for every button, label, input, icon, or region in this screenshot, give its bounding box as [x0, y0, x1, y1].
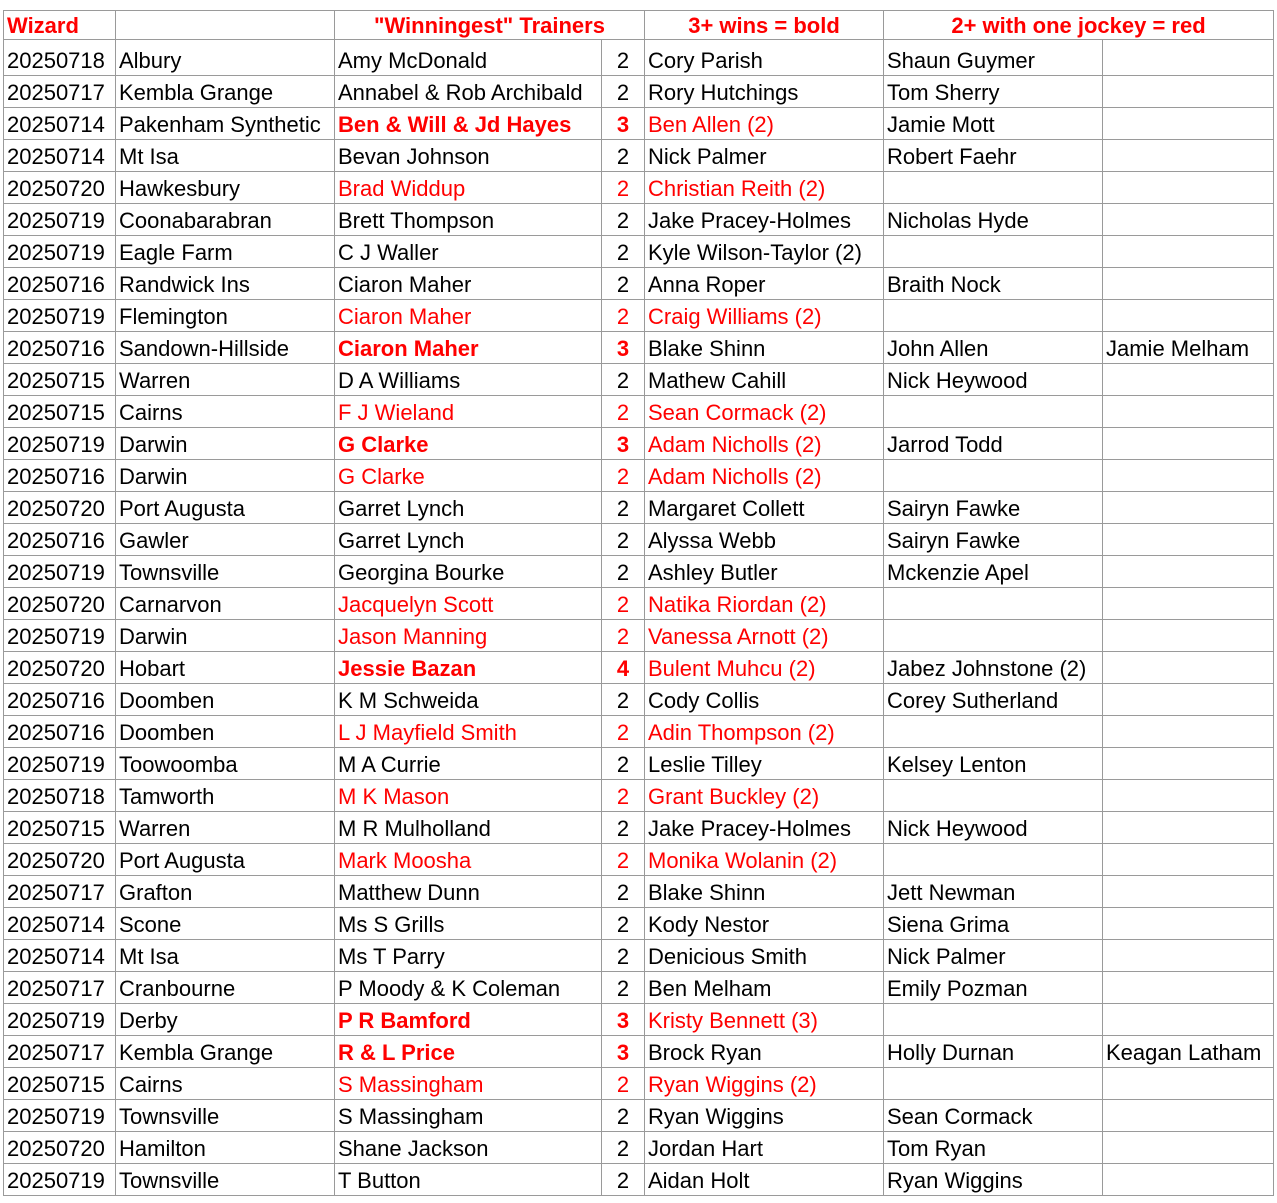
jockey-2-cell[interactable] — [884, 396, 1103, 428]
jockey-1-cell[interactable]: Kody Nestor — [645, 908, 884, 940]
date-cell[interactable]: 20250717 — [4, 876, 116, 908]
track-cell[interactable]: Albury — [116, 40, 335, 76]
date-cell[interactable]: 20250714 — [4, 940, 116, 972]
table-row — [4, 364, 1274, 396]
table-row — [4, 844, 1274, 876]
trainer-cell[interactable]: G Clarke — [335, 428, 602, 460]
table-row — [4, 236, 1274, 268]
jockey-1-cell[interactable]: Anna Roper — [645, 268, 884, 300]
date-cell[interactable]: 20250715 — [4, 812, 116, 844]
jockey-1-cell[interactable]: Nick Palmer — [645, 140, 884, 172]
trainer-cell[interactable]: Amy McDonald — [335, 40, 602, 76]
date-cell[interactable]: 20250720 — [4, 492, 116, 524]
wins-cell[interactable]: 3 — [602, 1036, 645, 1068]
jockey-1-cell[interactable]: Kyle Wilson-Taylor (2) — [645, 236, 884, 268]
table-row — [4, 1068, 1274, 1100]
table-row — [4, 812, 1274, 844]
trainer-cell[interactable]: M A Currie — [335, 748, 602, 780]
jockey-1-cell[interactable]: Brock Ryan — [645, 1036, 884, 1068]
jockey-1-cell[interactable]: Monika Wolanin (2) — [645, 844, 884, 876]
track-cell[interactable]: Derby — [116, 1004, 335, 1036]
jockey-3-cell[interactable] — [1103, 620, 1274, 652]
date-cell[interactable]: 20250719 — [4, 1100, 116, 1132]
track-cell[interactable]: Mt Isa — [116, 940, 335, 972]
track-cell[interactable]: Warren — [116, 812, 335, 844]
jockey-1-cell[interactable]: Adam Nicholls (2) — [645, 460, 884, 492]
date-cell[interactable]: 20250719 — [4, 204, 116, 236]
wins-cell[interactable]: 3 — [602, 428, 645, 460]
date-cell[interactable]: 20250717 — [4, 76, 116, 108]
jockey-3-cell[interactable] — [1103, 524, 1274, 556]
wins-cell[interactable]: 2 — [602, 40, 645, 76]
track-cell[interactable]: Townsville — [116, 1164, 335, 1196]
table-row — [4, 204, 1274, 236]
jockey-2-cell[interactable] — [884, 236, 1103, 268]
jockey-1-cell[interactable]: Mathew Cahill — [645, 364, 884, 396]
date-cell[interactable]: 20250716 — [4, 332, 116, 364]
table-row — [4, 684, 1274, 716]
wins-cell[interactable]: 2 — [602, 620, 645, 652]
table-row — [4, 716, 1274, 748]
trainer-cell[interactable]: Jacquelyn Scott — [335, 588, 602, 620]
wins-cell[interactable]: 4 — [602, 652, 645, 684]
date-cell[interactable]: 20250719 — [4, 1004, 116, 1036]
date-cell[interactable]: 20250718 — [4, 40, 116, 76]
jockey-2-cell[interactable] — [884, 620, 1103, 652]
date-cell[interactable]: 20250719 — [4, 620, 116, 652]
track-cell[interactable]: Mt Isa — [116, 140, 335, 172]
trainers-table — [3, 10, 1274, 1196]
jockey-2-cell[interactable]: Braith Nock — [884, 268, 1103, 300]
jockey-2-cell[interactable]: Nick Heywood — [884, 812, 1103, 844]
track-cell[interactable]: Darwin — [116, 460, 335, 492]
jockey-1-cell[interactable]: Rory Hutchings — [645, 76, 884, 108]
wins-cell[interactable]: 2 — [602, 492, 645, 524]
wins-cell[interactable]: 2 — [602, 940, 645, 972]
jockey-3-cell[interactable] — [1103, 76, 1274, 108]
wins-cell[interactable]: 2 — [602, 204, 645, 236]
jockey-1-cell[interactable]: Ashley Butler — [645, 556, 884, 588]
jockey-3-cell[interactable] — [1103, 140, 1274, 172]
jockey-1-cell[interactable]: Aidan Holt — [645, 1164, 884, 1196]
date-cell[interactable]: 20250714 — [4, 108, 116, 140]
jockey-2-cell[interactable]: Sairyn Fawke — [884, 524, 1103, 556]
wins-cell[interactable]: 2 — [602, 748, 645, 780]
wins-cell[interactable]: 2 — [602, 908, 645, 940]
date-cell[interactable]: 20250718 — [4, 780, 116, 812]
jockey-2-cell[interactable]: Sairyn Fawke — [884, 492, 1103, 524]
date-cell[interactable]: 20250715 — [4, 364, 116, 396]
jockey-2-cell[interactable]: Mckenzie Apel — [884, 556, 1103, 588]
wins-cell[interactable]: 2 — [602, 684, 645, 716]
table-row — [4, 1164, 1274, 1196]
table-row — [4, 780, 1274, 812]
date-cell[interactable]: 20250715 — [4, 396, 116, 428]
jockey-1-cell[interactable]: Craig Williams (2) — [645, 300, 884, 332]
trainer-cell[interactable]: Mark Moosha — [335, 844, 602, 876]
jockey-3-cell[interactable] — [1103, 748, 1274, 780]
jockey-1-cell[interactable]: Cody Collis — [645, 684, 884, 716]
table-row — [4, 428, 1274, 460]
trainer-cell[interactable]: C J Waller — [335, 236, 602, 268]
table-row — [4, 556, 1274, 588]
track-cell[interactable]: Tamworth — [116, 780, 335, 812]
trainer-cell[interactable]: Garret Lynch — [335, 492, 602, 524]
table-row — [4, 908, 1274, 940]
jockey-3-cell[interactable] — [1103, 908, 1274, 940]
table-row — [4, 940, 1274, 972]
wins-cell[interactable]: 2 — [602, 876, 645, 908]
jockey-3-cell[interactable] — [1103, 588, 1274, 620]
table-row — [4, 300, 1274, 332]
trainer-cell[interactable]: Ms T Parry — [335, 940, 602, 972]
table-row — [4, 972, 1274, 1004]
trainer-cell[interactable]: Ms S Grills — [335, 908, 602, 940]
jockey-1-cell[interactable]: Jake Pracey-Holmes — [645, 204, 884, 236]
date-cell[interactable]: 20250720 — [4, 844, 116, 876]
date-cell[interactable]: 20250720 — [4, 588, 116, 620]
jockey-2-cell[interactable] — [884, 716, 1103, 748]
date-cell[interactable]: 20250719 — [4, 428, 116, 460]
jockey-1-cell[interactable]: Grant Buckley (2) — [645, 780, 884, 812]
header-row — [4, 11, 1274, 40]
jockey-2-cell[interactable]: Jamie Mott — [884, 108, 1103, 140]
table-row — [4, 140, 1274, 172]
jockey-1-cell[interactable]: Leslie Tilley — [645, 748, 884, 780]
jockey-2-cell[interactable]: Emily Pozman — [884, 972, 1103, 1004]
wins-cell[interactable]: 2 — [602, 76, 645, 108]
trainer-cell[interactable]: P R Bamford — [335, 1004, 602, 1036]
track-cell[interactable]: Gawler — [116, 524, 335, 556]
track-cell[interactable]: Cairns — [116, 1068, 335, 1100]
jockey-3-cell[interactable] — [1103, 396, 1274, 428]
table-row — [4, 492, 1274, 524]
header-trainers[interactable]: "Winningest" Trainers — [335, 11, 645, 40]
table-row — [4, 1132, 1274, 1164]
jockey-3-cell[interactable] — [1103, 844, 1274, 876]
jockey-2-cell[interactable]: Jett Newman — [884, 876, 1103, 908]
trainer-cell[interactable]: K M Schweida — [335, 684, 602, 716]
table-row — [4, 748, 1274, 780]
date-cell[interactable]: 20250720 — [4, 652, 116, 684]
wins-cell[interactable]: 2 — [602, 812, 645, 844]
track-cell[interactable]: Hamilton — [116, 1132, 335, 1164]
table-row — [4, 524, 1274, 556]
wins-cell[interactable]: 2 — [602, 172, 645, 204]
track-cell[interactable]: Townsville — [116, 1100, 335, 1132]
table-row — [4, 76, 1274, 108]
jockey-2-cell[interactable]: Jabez Johnstone (2) — [884, 652, 1103, 684]
jockey-2-cell[interactable]: Nick Palmer — [884, 940, 1103, 972]
jockey-2-cell[interactable]: Shaun Guymer — [884, 40, 1103, 76]
track-cell[interactable]: Eagle Farm — [116, 236, 335, 268]
wins-cell[interactable]: 2 — [602, 780, 645, 812]
jockey-2-cell[interactable]: Ryan Wiggins — [884, 1164, 1103, 1196]
trainer-cell[interactable]: P Moody & K Coleman — [335, 972, 602, 1004]
date-cell[interactable]: 20250716 — [4, 716, 116, 748]
track-cell[interactable]: Kembla Grange — [116, 1036, 335, 1068]
jockey-1-cell[interactable]: Blake Shinn — [645, 332, 884, 364]
date-cell[interactable]: 20250716 — [4, 460, 116, 492]
wins-cell[interactable]: 2 — [602, 364, 645, 396]
jockey-1-cell[interactable]: Sean Cormack (2) — [645, 396, 884, 428]
jockey-1-cell[interactable]: Vanessa Arnott (2) — [645, 620, 884, 652]
trainer-cell[interactable]: S Massingham — [335, 1068, 602, 1100]
track-cell[interactable]: Kembla Grange — [116, 76, 335, 108]
wins-cell[interactable]: 2 — [602, 716, 645, 748]
jockey-3-cell[interactable] — [1103, 972, 1274, 1004]
jockey-3-cell[interactable] — [1103, 1004, 1274, 1036]
track-cell[interactable]: Sandown-Hillside — [116, 332, 335, 364]
jockey-2-cell[interactable] — [884, 300, 1103, 332]
jockey-2-cell[interactable] — [884, 780, 1103, 812]
wins-cell[interactable]: 2 — [602, 268, 645, 300]
track-cell[interactable]: Scone — [116, 908, 335, 940]
date-cell[interactable]: 20250714 — [4, 908, 116, 940]
table-row — [4, 1036, 1274, 1068]
trainer-cell[interactable]: Brett Thompson — [335, 204, 602, 236]
track-cell[interactable]: Pakenham Synthetic — [116, 108, 335, 140]
trainer-cell[interactable]: Bevan Johnson — [335, 140, 602, 172]
jockey-2-cell[interactable]: Holly Durnan — [884, 1036, 1103, 1068]
jockey-3-cell[interactable] — [1103, 236, 1274, 268]
date-cell[interactable]: 20250720 — [4, 172, 116, 204]
table-row — [4, 332, 1274, 364]
track-cell[interactable]: Warren — [116, 364, 335, 396]
jockey-3-cell[interactable] — [1103, 460, 1274, 492]
date-cell[interactable]: 20250719 — [4, 748, 116, 780]
jockey-3-cell[interactable] — [1103, 492, 1274, 524]
date-cell[interactable]: 20250716 — [4, 268, 116, 300]
wins-cell[interactable]: 3 — [602, 332, 645, 364]
date-cell[interactable]: 20250719 — [4, 236, 116, 268]
wins-cell[interactable]: 3 — [602, 1004, 645, 1036]
header-bold-rule[interactable]: 3+ wins = bold — [645, 11, 884, 40]
wins-cell[interactable]: 2 — [602, 588, 645, 620]
trainer-cell[interactable]: L J Mayfield Smith — [335, 716, 602, 748]
trainer-cell[interactable]: Annabel & Rob Archibald — [335, 76, 602, 108]
jockey-1-cell[interactable]: Cory Parish — [645, 40, 884, 76]
track-cell[interactable]: Toowoomba — [116, 748, 335, 780]
track-cell[interactable]: Coonabarabran — [116, 204, 335, 236]
table-row — [4, 396, 1274, 428]
date-cell[interactable]: 20250719 — [4, 300, 116, 332]
track-cell[interactable]: Hobart — [116, 652, 335, 684]
jockey-3-cell[interactable] — [1103, 940, 1274, 972]
jockey-3-cell[interactable] — [1103, 716, 1274, 748]
jockey-1-cell[interactable]: Ryan Wiggins (2) — [645, 1068, 884, 1100]
wins-cell[interactable]: 2 — [602, 524, 645, 556]
wins-cell[interactable]: 2 — [602, 972, 645, 1004]
wins-cell[interactable]: 2 — [602, 140, 645, 172]
table-row — [4, 876, 1274, 908]
track-cell[interactable]: Port Augusta — [116, 492, 335, 524]
jockey-2-cell[interactable]: Robert Faehr — [884, 140, 1103, 172]
jockey-3-cell[interactable]: Keagan Latham — [1103, 1036, 1274, 1068]
track-cell[interactable]: Darwin — [116, 428, 335, 460]
header-blank-cell[interactable] — [116, 11, 335, 40]
jockey-3-cell[interactable] — [1103, 1132, 1274, 1164]
jockey-3-cell[interactable] — [1103, 1068, 1274, 1100]
table-row — [4, 268, 1274, 300]
wins-cell[interactable]: 3 — [602, 108, 645, 140]
jockey-3-cell[interactable] — [1103, 268, 1274, 300]
jockey-1-cell[interactable]: Ben Melham — [645, 972, 884, 1004]
table-row — [4, 460, 1274, 492]
track-cell[interactable]: Darwin — [116, 620, 335, 652]
date-cell[interactable]: 20250714 — [4, 140, 116, 172]
jockey-1-cell[interactable]: Ben Allen (2) — [645, 108, 884, 140]
jockey-3-cell[interactable] — [1103, 876, 1274, 908]
jockey-2-cell[interactable]: John Allen — [884, 332, 1103, 364]
track-cell[interactable]: Cranbourne — [116, 972, 335, 1004]
jockey-2-cell[interactable]: Corey Sutherland — [884, 684, 1103, 716]
jockey-3-cell[interactable] — [1103, 108, 1274, 140]
jockey-3-cell[interactable] — [1103, 172, 1274, 204]
wins-cell[interactable]: 2 — [602, 236, 645, 268]
jockey-3-cell[interactable] — [1103, 204, 1274, 236]
wins-cell[interactable]: 2 — [602, 396, 645, 428]
jockey-3-cell[interactable] — [1103, 556, 1274, 588]
trainer-cell[interactable]: M R Mulholland — [335, 812, 602, 844]
trainer-cell[interactable]: Matthew Dunn — [335, 876, 602, 908]
track-cell[interactable]: Flemington — [116, 300, 335, 332]
jockey-3-cell[interactable] — [1103, 300, 1274, 332]
date-cell[interactable]: 20250719 — [4, 1164, 116, 1196]
wins-cell[interactable]: 2 — [602, 1132, 645, 1164]
jockey-1-cell[interactable]: Natika Riordan (2) — [645, 588, 884, 620]
date-cell[interactable]: 20250719 — [4, 556, 116, 588]
trainer-cell[interactable]: Jessie Bazan — [335, 652, 602, 684]
track-cell[interactable]: Randwick Ins — [116, 268, 335, 300]
track-cell[interactable]: Port Augusta — [116, 844, 335, 876]
jockey-2-cell[interactable] — [884, 172, 1103, 204]
jockey-3-cell[interactable]: Jamie Melham — [1103, 332, 1274, 364]
wins-cell[interactable]: 2 — [602, 1100, 645, 1132]
date-cell[interactable]: 20250717 — [4, 1036, 116, 1068]
table-row — [4, 620, 1274, 652]
trainer-cell[interactable]: Jason Manning — [335, 620, 602, 652]
trainer-cell[interactable]: M K Mason — [335, 780, 602, 812]
trainer-cell[interactable]: Ciaron Maher — [335, 332, 602, 364]
date-cell[interactable]: 20250717 — [4, 972, 116, 1004]
trainer-cell[interactable]: Garret Lynch — [335, 524, 602, 556]
jockey-2-cell[interactable]: Nick Heywood — [884, 364, 1103, 396]
track-cell[interactable]: Doomben — [116, 684, 335, 716]
table-row — [4, 40, 1274, 76]
jockey-1-cell[interactable]: Margaret Collett — [645, 492, 884, 524]
trainer-cell[interactable]: D A Williams — [335, 364, 602, 396]
table-row — [4, 108, 1274, 140]
jockey-1-cell[interactable]: Jordan Hart — [645, 1132, 884, 1164]
date-cell[interactable]: 20250716 — [4, 684, 116, 716]
trainer-cell[interactable]: S Massingham — [335, 1100, 602, 1132]
jockey-2-cell[interactable]: Siena Grima — [884, 908, 1103, 940]
jockey-3-cell[interactable] — [1103, 364, 1274, 396]
jockey-1-cell[interactable]: Ryan Wiggins — [645, 1100, 884, 1132]
jockey-2-cell[interactable] — [884, 1068, 1103, 1100]
track-cell[interactable]: Doomben — [116, 716, 335, 748]
trainer-cell[interactable]: Georgina Bourke — [335, 556, 602, 588]
wins-cell[interactable]: 2 — [602, 460, 645, 492]
jockey-2-cell[interactable] — [884, 1004, 1103, 1036]
header-wizard[interactable]: Wizard — [4, 11, 116, 40]
jockey-1-cell[interactable]: Kristy Bennett (3) — [645, 1004, 884, 1036]
jockey-3-cell[interactable] — [1103, 684, 1274, 716]
jockey-3-cell[interactable] — [1103, 40, 1274, 76]
track-cell[interactable]: Hawkesbury — [116, 172, 335, 204]
trainer-cell[interactable]: R & L Price — [335, 1036, 602, 1068]
jockey-3-cell[interactable] — [1103, 1100, 1274, 1132]
date-cell[interactable]: 20250716 — [4, 524, 116, 556]
track-cell[interactable]: Townsville — [116, 556, 335, 588]
wins-cell[interactable]: 2 — [602, 300, 645, 332]
jockey-1-cell[interactable]: Denicious Smith — [645, 940, 884, 972]
trainer-cell[interactable]: Shane Jackson — [335, 1132, 602, 1164]
jockey-3-cell[interactable] — [1103, 652, 1274, 684]
track-cell[interactable]: Carnarvon — [116, 588, 335, 620]
wins-cell[interactable]: 2 — [602, 556, 645, 588]
jockey-2-cell[interactable] — [884, 844, 1103, 876]
jockey-1-cell[interactable]: Alyssa Webb — [645, 524, 884, 556]
trainer-cell[interactable]: Ben & Will & Jd Hayes — [335, 108, 602, 140]
trainer-cell[interactable]: Ciaron Maher — [335, 268, 602, 300]
jockey-2-cell[interactable] — [884, 460, 1103, 492]
header-red-rule[interactable]: 2+ with one jockey = red — [884, 11, 1274, 40]
jockey-2-cell[interactable] — [884, 588, 1103, 620]
wins-cell[interactable]: 2 — [602, 844, 645, 876]
track-cell[interactable]: Grafton — [116, 876, 335, 908]
jockey-2-cell[interactable]: Tom Ryan — [884, 1132, 1103, 1164]
jockey-3-cell[interactable] — [1103, 428, 1274, 460]
table-row — [4, 652, 1274, 684]
jockey-3-cell[interactable] — [1103, 780, 1274, 812]
jockey-2-cell[interactable]: Jarrod Todd — [884, 428, 1103, 460]
trainer-cell[interactable]: F J Wieland — [335, 396, 602, 428]
table-row — [4, 1004, 1274, 1036]
table-row — [4, 172, 1274, 204]
trainer-cell[interactable]: T Button — [335, 1164, 602, 1196]
jockey-1-cell[interactable]: Adin Thompson (2) — [645, 716, 884, 748]
trainer-cell[interactable]: Ciaron Maher — [335, 300, 602, 332]
date-cell[interactable]: 20250715 — [4, 1068, 116, 1100]
date-cell[interactable]: 20250720 — [4, 1132, 116, 1164]
wins-cell[interactable]: 2 — [602, 1068, 645, 1100]
jockey-3-cell[interactable] — [1103, 1164, 1274, 1196]
trainer-cell[interactable]: G Clarke — [335, 460, 602, 492]
jockey-2-cell[interactable]: Kelsey Lenton — [884, 748, 1103, 780]
trainer-cell[interactable]: Brad Widdup — [335, 172, 602, 204]
table-row — [4, 1100, 1274, 1132]
jockey-1-cell[interactable]: Adam Nicholls (2) — [645, 428, 884, 460]
jockey-2-cell[interactable]: Sean Cormack — [884, 1100, 1103, 1132]
jockey-1-cell[interactable]: Bulent Muhcu (2) — [645, 652, 884, 684]
jockey-1-cell[interactable]: Jake Pracey-Holmes — [645, 812, 884, 844]
jockey-1-cell[interactable]: Blake Shinn — [645, 876, 884, 908]
jockey-3-cell[interactable] — [1103, 812, 1274, 844]
track-cell[interactable]: Cairns — [116, 396, 335, 428]
jockey-2-cell[interactable]: Nicholas Hyde — [884, 204, 1103, 236]
table-row — [4, 588, 1274, 620]
jockey-1-cell[interactable]: Christian Reith (2) — [645, 172, 884, 204]
wins-cell[interactable]: 2 — [602, 1164, 645, 1196]
jockey-2-cell[interactable]: Tom Sherry — [884, 76, 1103, 108]
